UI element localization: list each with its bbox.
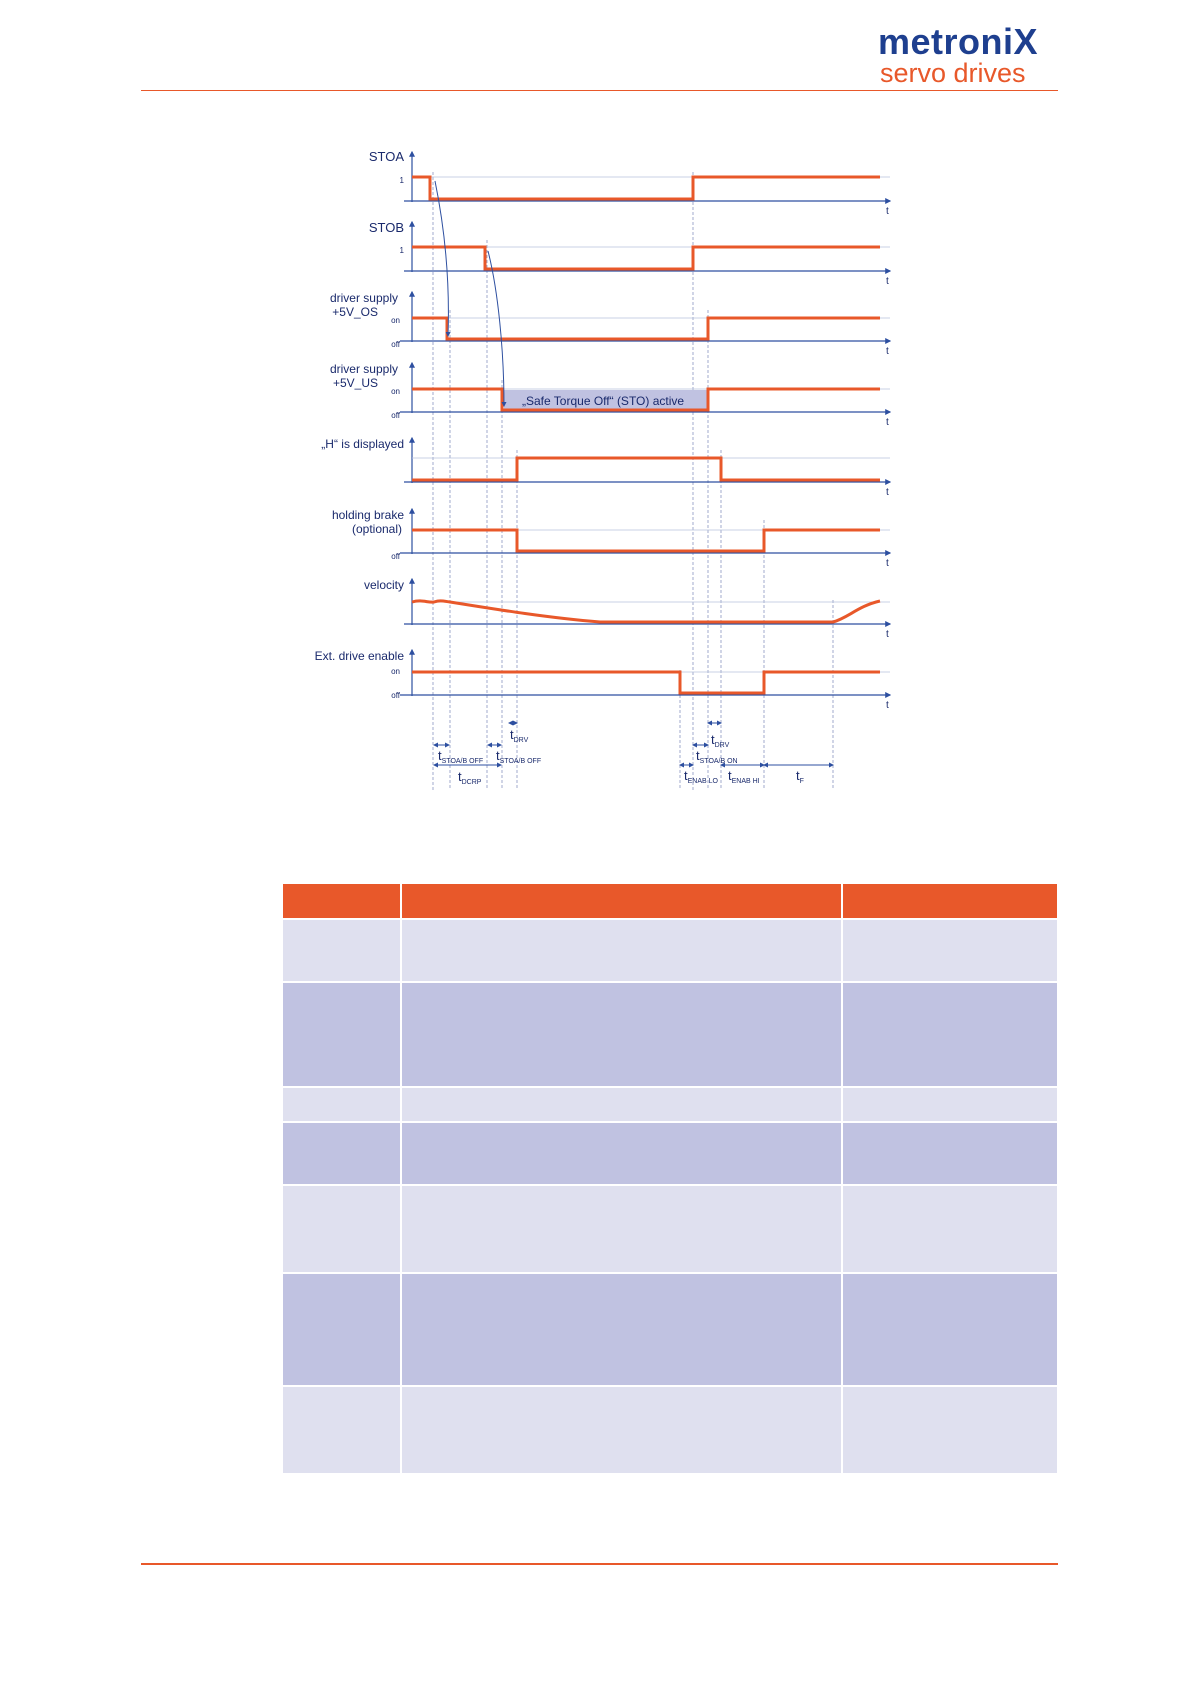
table-cell [283,1088,402,1121]
signal-high-label: 1 [399,176,404,185]
signal-ext-drive-enable [315,649,890,711]
signal-driver-supply-us [330,362,890,428]
signal-low-label: off [391,552,400,561]
timing-labels [438,727,804,786]
table-row [283,1387,1057,1475]
table-cell [283,983,402,1086]
t-stoab-on-label: $t_{STOA/B ON}$ [696,748,738,765]
table-cell [283,1186,402,1272]
signal-label: velocity [363,578,404,592]
signal-label: driver supply [329,291,398,305]
header-rule [141,90,1058,91]
t-axis-label: t [886,417,889,428]
t-stoab-off-label-2: $t_{STOA/B OFF}$ [496,748,542,765]
table-cell [402,1186,843,1272]
t-dcrp-label: $t_{DCRP}$ [458,769,482,786]
table-header-cell [402,884,843,918]
signal-high-label: on [391,667,400,676]
sto-timing-diagram [300,140,940,810]
signal-high-label: on [391,316,400,325]
t-drv-label-2: $t_{DRV}$ [711,732,730,749]
table-row [283,1088,1057,1123]
signal-label-2: +5V_US [332,376,378,390]
table-cell [402,920,843,981]
t-enab-hi-label: $t_{ENAB HI}$ [728,768,760,785]
table-header-row [283,884,1057,920]
t-axis-label: t [886,206,889,217]
t-axis-label: t [886,346,889,357]
table-row [283,983,1057,1088]
t-axis-label: t [886,558,889,569]
t-axis-label: t [886,700,889,711]
table-cell [843,1274,1057,1385]
signal-label: Ext. drive enable [314,649,404,663]
footer-rule [141,1563,1058,1565]
t-enab-lo-label: $t_{ENAB LO}$ [684,768,718,785]
signal-label: holding brake [331,508,404,522]
table-cell [283,1387,402,1473]
table-header-cell [843,884,1057,918]
table-cell [843,983,1057,1086]
signal-label-2: +5V_OS [332,305,378,319]
logo-wordmark: metroniX [878,21,1039,62]
t-axis-label: t [886,629,889,640]
table-cell [402,1274,843,1385]
table-cell [402,1387,843,1473]
sto-active-label: „Safe Torque Off“ (STO) active [522,394,685,408]
timing-table [283,884,1057,1475]
table-cell [843,920,1057,981]
table-cell [843,1186,1057,1272]
table-cell [843,1387,1057,1473]
table-cell [402,1123,843,1184]
table-cell [843,1088,1057,1121]
signal-velocity [364,578,890,640]
table-row [283,920,1057,983]
table-cell [283,920,402,981]
table-row [283,1186,1057,1274]
table-cell [843,1123,1057,1184]
signal-low-label: off [391,691,400,700]
table-cell [402,983,843,1086]
signal-high-label: 1 [399,246,404,255]
signal-h-displayed [321,437,890,498]
signal-low-label: off [391,340,400,349]
signal-label: driver supply [329,362,398,376]
t-axis-label: t [886,276,889,287]
table-header-cell [283,884,402,918]
metronix-logo [878,18,1058,88]
t-stoab-off-label-1: $t_{STOA/B OFF}$ [438,748,484,765]
table-cell [283,1123,402,1184]
t-drv-label: $t_{DRV}$ [510,727,529,744]
signal-high-label: on [391,387,400,396]
signal-label: STOB [368,220,404,235]
table-row [283,1123,1057,1186]
timing-intervals [434,723,833,765]
signal-driver-supply-os [330,291,890,357]
signal-label: STOA [368,149,404,164]
table-cell [402,1088,843,1121]
t-axis-label: t [886,487,889,498]
signal-holding-brake [332,508,890,569]
signal-stoa [369,149,890,217]
t-f-label: $t_F$ [796,768,804,785]
signal-label: „H“ is displayed [321,437,404,451]
table-row [283,1274,1057,1387]
signal-label-2: (optional) [351,522,402,536]
cause-arrows [435,181,504,406]
signal-low-label: off [391,411,400,420]
logo-tagline: servo drives [880,58,1026,88]
table-cell [283,1274,402,1385]
